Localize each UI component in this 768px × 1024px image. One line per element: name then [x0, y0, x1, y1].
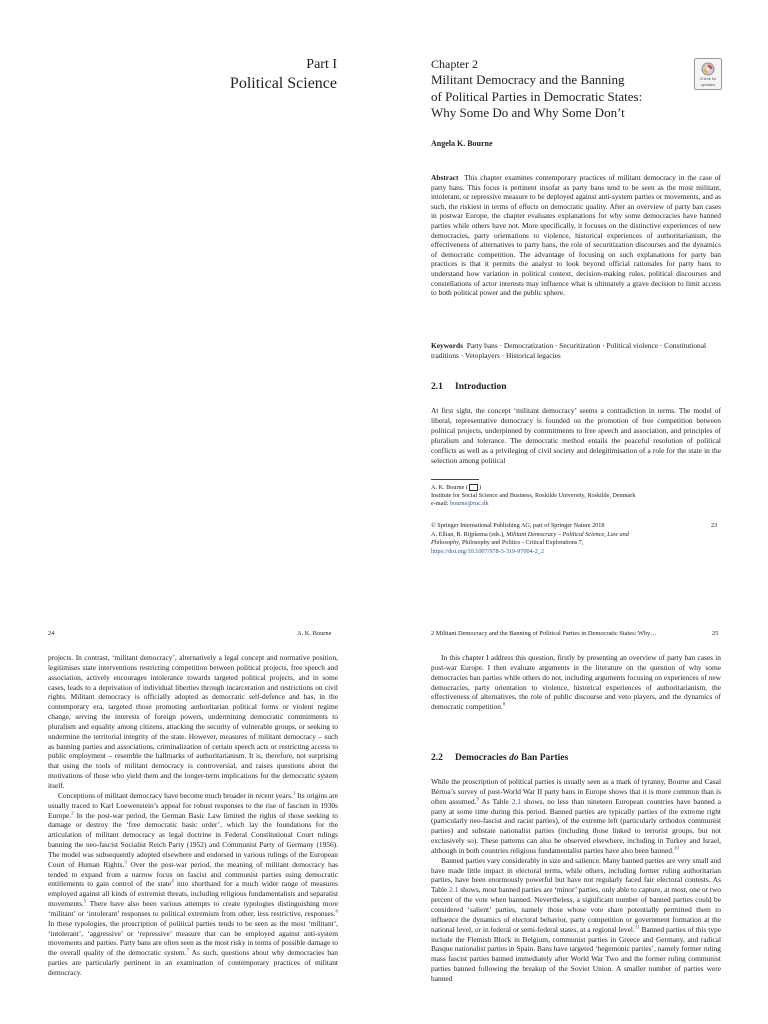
check-for-updates-icon — [701, 62, 715, 76]
copyright-block — [431, 522, 709, 556]
table-2-1-link[interactable]: 2.1 — [511, 796, 521, 806]
badge-text-2: updates — [700, 81, 716, 87]
chapter-title-line-1: Militant Democracy and the Banning — [431, 72, 625, 87]
section-number: 2.1 — [431, 382, 443, 392]
keywords-text: Party bans · Democratization · Securitization · Political violence · Constitutional traditions · Vetoplayers · Historical legacies — [431, 341, 707, 360]
affiliation-email-line — [431, 500, 721, 508]
right-page-number: 25 — [712, 630, 719, 637]
right-page-body — [431, 777, 721, 984]
book-title-part-2: Philosophy — [431, 539, 459, 546]
abstract — [431, 173, 721, 298]
right-paragraph-3: Banned parties vary considerably in size and salience. Many banned parties are very small and have made little impact in electoral terms, while others, including former ruling authoritarian parties, have been enormously powerful but have not regularly faced fair electoral contests. As Table 2.1 shows, most banned parties are ‘minor’ parties, only able to capture, at most, one or two percent of the vote when banned. Nevertheless, a significant number of banned parties could be considered ‘salient’ parties, namely those whose vote share potentially permitted them to influence the dynamics of electoral behavior, party competition or government formation at the national level, or in federal or semi-federal states, at a regional level.$^{11}$ Banned parties of this type include the Flemish Block in Belgium, communist parties in Greece and Germany, and radical Basque nationalist parties in Spain. Bans have targeted ‘hegemonic parties’, namely former ruling mass fascist parties banned immediately after World War Two and the former ruling communist parties banned following the breakup of the Soviet Union. A smaller number of parties were banned — [431, 855, 722, 983]
author-affiliation — [431, 484, 721, 508]
section-heading-2-2 — [431, 752, 568, 764]
abstract-text: This chapter examines contemporary practices of militant democracy in the case of party bans. This focus is pertinent insofar as party bans tend to be seen as the most militant, intolerant, or repressive measure to be deployed against anti-system parties or movements, and as such, the riskiest in terms of effects on democratic quality. After an overview of party ban cases in postwar Europe, the chapter evaluates explanations for why some democracies have banned parties while others have not. More specifically, it focuses on the distinctive experiences of new democracies, party orientations to violence, historical experiences of authoritarianism, the effectiveness of alternatives to party bans, the role of securitization discourses and the dynamics of democratic competition. The advantage of focusing on such explanations for party ban practices is that it permits the analyst to look beyond official rationales for party bans to understand how variation in political context, decision-making rules, political discourses and constellations of actor interests may influence what is ultimately a grave decision to limit access to both political power and the public sphere. — [431, 173, 721, 298]
page-number: 23 — [711, 522, 718, 529]
left-paragraph-1: projects. In contrast, ‘militant democracy’, alternatively a legal concept and normative position, legitimises state interventions restricting competition between political projects, free speech and association, actively encourages intolerance towards targeted political projects, and in some cases, leads to a deprivation of individual liberties through incarceration and restrictions on civil rights. Militant democracy is officially adopted as democratic self-defence and has, in the contemporary era, targeted those promoting authoritarian political forms or violent regime change, serving the interests of foreign powers, undermining democratic commitments to pluralism and equality among citizens, attacking the security of vulnerable groups, or seeking to undermine the territorial integrity of the state. However, measures of militant democracy – such as banning parties and associations, criminalization of certain speech acts or restricting access to public employment – resemble the hallmarks of authoritarianism. It is, therefore, not surprising that using the tools of militant democracy is controversial, and raises questions about the motivations of those who yield them and the longer-term implications for the democratic system itself. — [48, 653, 338, 790]
right-page-intro — [431, 653, 721, 712]
affiliation-institute: Institute for Social Science and Business, Roskilde University, Roskilde, Denmark — [431, 492, 636, 499]
chapter-label: Chapter 2 — [431, 57, 478, 71]
section-title-part-2: Ban Parties — [518, 753, 569, 763]
left-paragraph-2: Conceptions of militant democracy have become much broader in recent years.$^1$ Its origins are usually traced to Karl Loewenstein’s appeal for robust responses to the rise of fascism in 1930s Europe.$^2$ In the post-war period, the German Basic Law limited the rights of those seeking to damage or destroy the ‘free democratic basic order’, which lay the foundations for the articulation of militant democracy as legal doctrine in Federal Constitutional Court rulings banning the neo-fascist Socialist Reich Party (1952) and Communist Party of Germany (1956). The model was subsequently adopted elsewhere and endorsed in various rulings of the European Court of Human Rights.$^3$ Over the post-war period, the meaning of militant democracy has tended to expand from a narrow focus on fascist and communist parties using democratic entitlements to gain control of the state$^4$ into shorthand for a much wider range of measures employed against all kinds of extremist threats, including religious fundamentalists and separatist movements.$^5$ There have also been various attempts to create typologies distinguishing more ‘militant’ or ‘intolerant’ responses to political extremism from other, less restrictive, responses.$^6$ In these typologies, the proscription of political parties tends to be seen as the most ‘militant’, ‘intolerant’, ‘aggressive’ or ‘repressive’ measure that can be employed against anti-system movements and parties. Party bans are often seen as the most risky in terms of possible damage to the overall quality of the democratic system.$^7$ As such, questions about why democracies ban parties are particularly pertinent in an examination of contemporary practices of militant democracy. — [48, 790, 338, 977]
book-title-part-1: Militant Democracy – Political Science, Law and — [506, 530, 629, 538]
right-running-head: 2 Militant Democracy and the Banning of Political Parties in Democratic States: Why… — [431, 630, 657, 637]
author-name: Angela K. Bourne — [431, 139, 493, 148]
part-title: Political Science — [229, 75, 337, 92]
chapter-title-line-2: of Political Parties in Democratic States: — [431, 88, 643, 104]
chapter-heading — [431, 57, 693, 121]
right-paragraph-2: While the proscription of political parties is usually seen as a mark of tyranny, Bourne and Casal Bértoa’s survey of post-World War II party bans in Europe shows that it is more common than is often assumed.$^9$ As Table 2.1 shows, no less than nineteen European countries have banned a party at some time during this period. Banned parties are typically parties of the extreme right (particularly neo-fascist and racist parties), of the extreme left (particularly orthodox communist parties) and substate nationalist parties (including those linked to terrorist groups, but not exclusively so). These patterns can also be observed elsewhere, including in Turkey and Israel, although in both countries religious fundamentalist parties have also been banned.$^{10}$ — [431, 777, 721, 855]
citation-line-1 — [431, 531, 709, 540]
keywords — [431, 341, 721, 360]
section-number: 2.2 — [431, 753, 443, 763]
table-2-1-link[interactable]: 2.1 — [449, 885, 459, 895]
section-title-part-1: Democracies — [455, 753, 510, 763]
section-title: Introduction — [455, 382, 507, 392]
right-paragraph-1: In this chapter I address this question, firstly by presenting an overview of party ban cases in post-war Europe. I then evaluate arguments in the literature on the question of why some democracies ban parties while others do not, including arguments focusing on experiences of new democracies, party orientation to violence, historical experiences of authoritarianism, the effectiveness of alternatives, the role of public discourse and veto players, and the dynamics of democratic competition.$^8$ — [431, 653, 721, 712]
affiliation-name-end: ) — [478, 484, 482, 491]
left-page-number: 24 — [48, 630, 55, 637]
email-label: e-mail: — [431, 500, 451, 507]
left-page-body — [48, 653, 338, 978]
part-heading — [200, 56, 337, 94]
left-running-head: A. K. Bourne — [297, 630, 332, 637]
check-for-updates-badge[interactable] — [694, 58, 722, 90]
introduction-paragraph: At first sight, the concept ‘militant democracy’ seems a contradiction in terms. The model of liberal, representative democracy is founded on the promotion of free competition between political projects, underpinned by commitments to free speech and association, and principles of pluralism and tolerance. The democratic method entails the peaceful resolution of political conflicts as well as a privileging of civil society and delegitimisation of a role for the state in the selection among political — [431, 406, 721, 465]
chapter-title-line-3: Why Some Do and Why Some Don’t — [431, 105, 625, 120]
keywords-label: Keywords — [431, 341, 464, 350]
section-title-emphasis: do — [509, 753, 519, 763]
footnote-divider — [431, 479, 479, 480]
citation-line-2 — [431, 539, 709, 548]
badge-text-1: Check for — [699, 76, 717, 81]
part-label: Part I — [306, 57, 337, 72]
doi-link[interactable]: https://doi.org/10.1007/978-3-319-97004-2_2 — [431, 547, 544, 555]
abstract-label: Abstract — [431, 173, 459, 182]
affiliation-name-line — [431, 484, 721, 492]
email-link[interactable]: bourne@ruc.dk — [450, 500, 489, 507]
affiliation-name: A. K. Bourne ( — [431, 484, 468, 491]
citation-editors: A. Ellian, B. Rijpkema (eds.), — [431, 530, 507, 538]
section-heading-2-1 — [431, 381, 507, 393]
copyright-line: © Springer International Publishing AG, part of Springer Nature 2018 — [431, 522, 605, 529]
series-name: , Philosophy and Politics - Critical Explorations 7, — [458, 539, 584, 546]
mail-icon[interactable] — [469, 484, 478, 491]
